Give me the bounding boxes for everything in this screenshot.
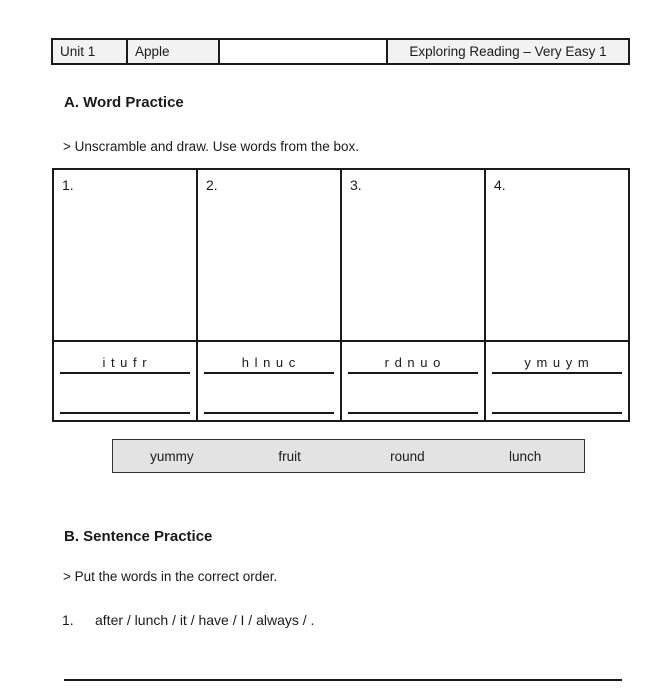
drawing-cell-4	[486, 170, 628, 340]
drawing-cell-2	[198, 170, 342, 340]
scrambled-word: y m u y m	[492, 350, 623, 374]
cell-number: 4.	[494, 177, 506, 193]
sentence-answer-line	[64, 679, 622, 681]
topic-label: Apple	[135, 44, 170, 59]
word-box-word: round	[390, 448, 425, 464]
header-cell-topic	[128, 40, 220, 63]
word-box-word: fruit	[278, 448, 301, 464]
sentence-number: 1.	[62, 612, 74, 628]
series-label: Exploring Reading – Very Easy 1	[409, 44, 607, 59]
answer-blank-line	[204, 412, 335, 414]
header-cell-blank	[220, 40, 388, 63]
sentence-text: after / lunch / it / have / I / always / .	[95, 612, 315, 628]
section-b-title: B. Sentence Practice	[64, 528, 213, 545]
cell-number: 3.	[350, 177, 362, 193]
scrambled-word: h l n u c	[204, 350, 335, 374]
word-box-word: yummy	[150, 448, 194, 464]
scrambled-word: i t u f r	[60, 350, 191, 374]
section-b-instruction: > Put the words in the correct order.	[63, 569, 278, 584]
scrambled-word: r d n u o	[348, 350, 479, 374]
cell-number: 1.	[62, 177, 74, 193]
header-cell-unit	[53, 40, 128, 63]
unit-label: Unit 1	[60, 44, 96, 59]
drawing-cell-1	[54, 170, 198, 340]
header-table	[51, 38, 630, 65]
scramble-cell-3	[342, 342, 486, 420]
word-box-word: lunch	[508, 448, 542, 464]
header-cell-series	[388, 40, 628, 63]
word-practice-table	[52, 168, 630, 422]
answer-blank-line	[492, 412, 623, 414]
scramble-cell-4	[486, 342, 628, 420]
answer-blank-line	[60, 412, 191, 414]
drawing-cell-3	[342, 170, 486, 340]
drawing-row	[54, 170, 628, 342]
answer-blank-line	[348, 412, 479, 414]
scramble-row	[54, 342, 628, 420]
cell-number: 2.	[206, 177, 218, 193]
section-a-title: A. Word Practice	[64, 94, 184, 111]
section-a-instruction: > Unscramble and draw. Use words from the box.	[63, 139, 360, 154]
sentence-item	[62, 612, 314, 628]
scramble-cell-1	[54, 342, 198, 420]
scramble-cell-2	[198, 342, 342, 420]
word-box	[112, 439, 585, 473]
